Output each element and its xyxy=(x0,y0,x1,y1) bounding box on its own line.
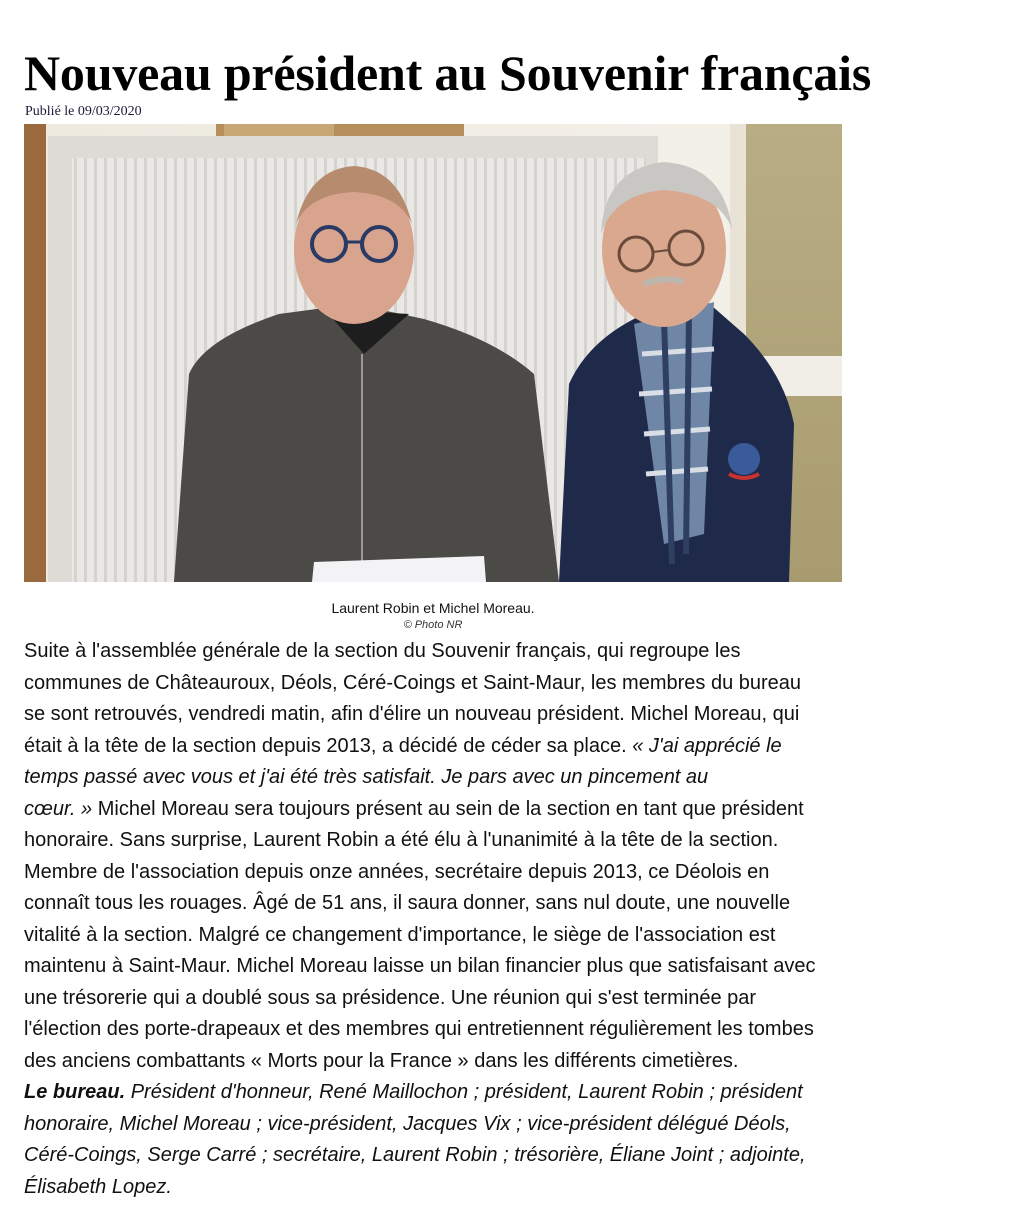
publication-date: Publié le 09/03/2020 xyxy=(25,104,142,119)
body-line: vitalité à la section. Malgré ce changement d'importance, le siège de l'association est xyxy=(24,923,776,946)
bureau-line: Céré-Coings, Serge Carré ; secrétaire, Laurent Robin ; trésorière, Éliane Joint ; adjointe, xyxy=(24,1144,806,1166)
bureau-line: Le bureau. Président d'honneur, René Maillochon ; président, Laurent Robin ; président xyxy=(24,1081,803,1103)
quote-text: cœur. » xyxy=(24,797,93,820)
bureau-paragraph xyxy=(24,1077,1014,1203)
article-title: Nouveau président au Souvenir français xyxy=(24,45,872,101)
quote-text: « J'ai apprécié le xyxy=(632,734,782,757)
article-body xyxy=(24,636,1014,1203)
body-line: une trésorerie qui a doublé sous sa présidence. Une réunion qui s'est terminée par xyxy=(24,986,757,1009)
bureau-line: Élisabeth Lopez. xyxy=(24,1175,172,1198)
photo-caption: Laurent Robin et Michel Moreau. xyxy=(331,600,535,616)
photo-credit: © Photo NR xyxy=(403,619,463,631)
body-line: l'élection des porte-drapeaux et des membres qui entretiennent régulièrement les tombes xyxy=(24,1018,814,1040)
body-line: Suite à l'assemblée générale de la section du Souvenir français, qui regroupe les xyxy=(24,640,741,662)
body-line: était à la tête de la section depuis 2013, a décidé de céder sa place. « J'ai apprécié le xyxy=(24,734,782,757)
quote-line: temps passé avec vous et j'ai été très satisfait. Je pars avec un pincement au xyxy=(24,766,709,788)
body-line: des anciens combattants « Morts pour la France » dans les différents cimetières. xyxy=(24,1049,739,1072)
body-line: connaît tous les rouages. Âgé de 51 ans, il saura donner, sans nul doute, une nouvelle xyxy=(24,892,791,914)
bureau-label: Le bureau. xyxy=(24,1081,126,1103)
body-line: Membre de l'association depuis onze années, secrétaire depuis 2013, ce Déolois en xyxy=(24,860,770,883)
bureau-line: honoraire, Michel Moreau ; vice-président, Jacques Vix ; vice-président délégué Déols, xyxy=(24,1112,791,1135)
body-line: honoraire. Sans surprise, Laurent Robin a été élu à l'unanimité à la tête de la section. xyxy=(24,829,779,851)
body-line: cœur. » Michel Moreau sera toujours présent au sein de la section en tant que président xyxy=(24,797,804,820)
body-line: se sont retrouvés, vendredi matin, afin d'élire un nouveau président. Michel Moreau, qui xyxy=(24,703,800,725)
photo-illustration xyxy=(24,124,842,582)
body-line: maintenu à Saint-Maur. Michel Moreau laisse un bilan financier plus que satisfaisant avec xyxy=(24,955,816,977)
article-paragraph xyxy=(24,636,1014,1077)
article-photo xyxy=(24,124,842,582)
body-line: communes de Châteauroux, Déols, Céré-Coings et Saint-Maur, les membres du bureau xyxy=(24,671,802,694)
